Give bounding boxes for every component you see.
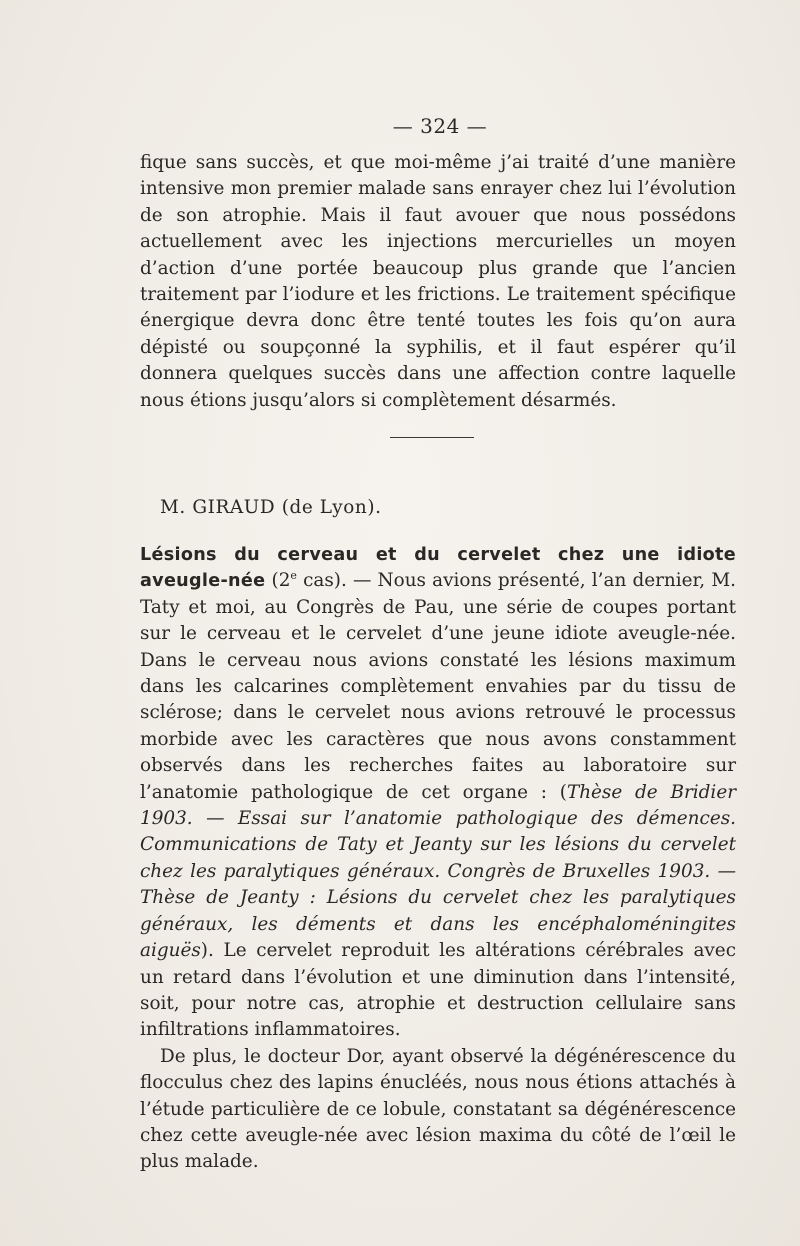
paragraph-continuation: fique sans succès, et que moi-même j’ai traité d’une manière intensive mon premier malade sans enrayer chez lui l’évolution de son atrophie. Mais il faut avouer que nous possédons actuellement avec les injections mercurielles un moyen d’action d’une portée beaucoup plus grande que l’ancien traitement par l’iodure et les frictions. Le traitement spécifique énergique devra donc être tenté toutes les fois qu’on aura dépisté ou soupçonné la syphilis, et il faut espérer qu’il donnera quelques succès dans une affection contre laquelle nous étions jusqu’alors si complètement désarmés. <box>140 152 736 411</box>
article-paragraph <box>140 542 736 1044</box>
page-number: — 324 — <box>392 114 488 138</box>
article-title: Lésions du cerveau et du cervelet chez une idiote aveugle-née <box>140 545 736 592</box>
paragraph-3: De plus, le docteur Dor, ayant observé la dégénérescence du flocculus chez des lapins énucléés, nous nous étions attachés à l’étude particulière de ce lobule, constatant sa dégénérescence chez cette aveugle-née avec lésion maxima du côté de l’œil le plus malade. <box>140 1045 736 1173</box>
case-superscript: e <box>290 569 297 583</box>
section-divider <box>390 437 474 438</box>
references: Thèse de Bridier 1903. — Essai sur l’anatomie pathologique des démences. Communications de Taty et Jeanty sur les lésions du cervelet chez les paralytiques généraux. Congrès de Bruxelles 1903. — Thèse de Jeanty : Lésions du cervelet chez les paralytiques généraux, les déments et dans les encéphaloméningites aiguës <box>140 781 736 962</box>
case-prefix: (2 <box>265 570 291 592</box>
article-text-b: ). Le cervelet reproduit les altérations cérébrales avec un retard dans l’évolution et une diminution dans l’intensité, soit, pour notre cas, atrophie et destruction cellulaire sans infiltrations inflammatoires. <box>140 940 736 1041</box>
article-body <box>140 542 736 1176</box>
article-text-a: Nous avions présenté, l’an dernier, M. Taty et moi, au Congrès de Pau, une série de coupes portant sur le cerveau et le cervelet d’une jeune idiote aveugle-née. Dans le cerveau nous avions constaté les lésions maximum dans les calcarines complètement envahies par du tissu de sclérose; dans le cervelet nous avions retrouvé le processus morbide avec les caractères que nous avons constamment observés dans les recherches faites au laboratoire sur l’anatomie pathologique de cet organe : ( <box>140 570 736 803</box>
case-suffix: cas). — <box>296 570 378 592</box>
author-heading: M. GIRAUD (de Lyon). <box>160 497 382 518</box>
